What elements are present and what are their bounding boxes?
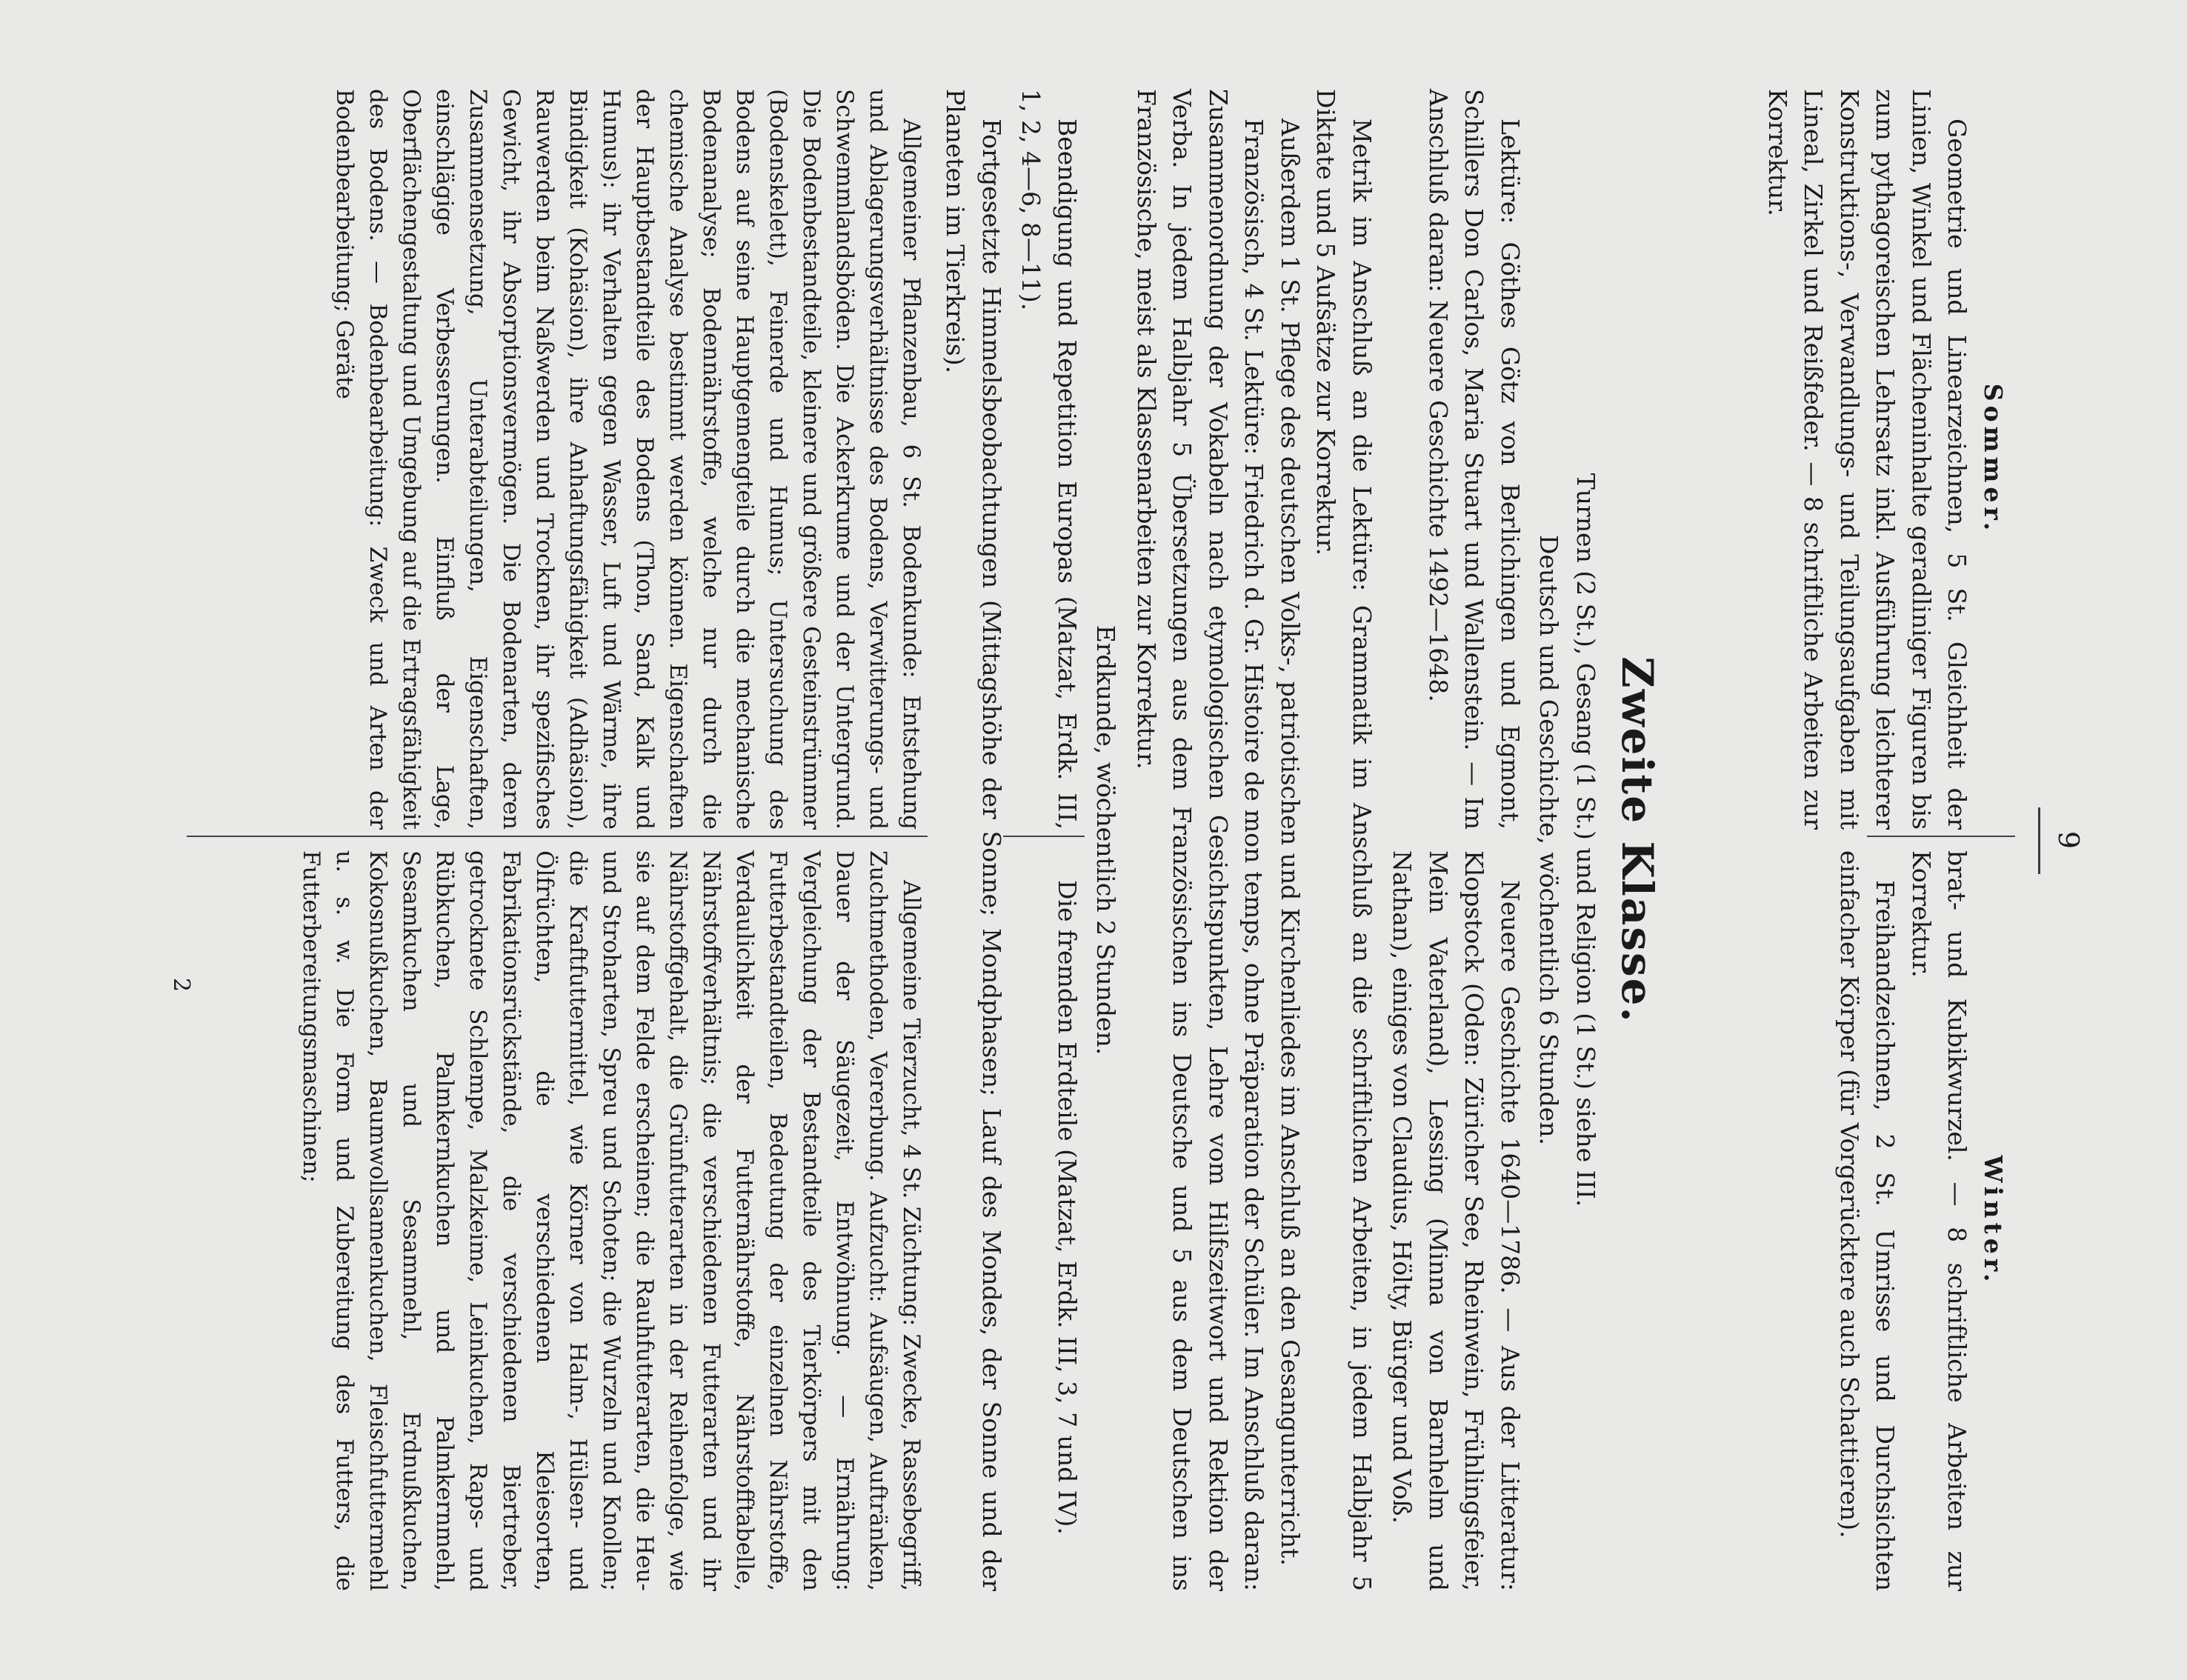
erdkunde-left-column	[1013, 89, 1085, 830]
himmel-block	[937, 89, 1009, 1591]
neuere-geschichte-paragraph: Neuere Geschichte 1640—1786. — Aus der Litteratur: Klopstock (Oden: Züricher See, Rheinwein, Frühlingsfeier, Mein Vaterland), Lessing (Minna von Barnhelm und Nathan), einiges von Claudius, Hölty, Bürger und Voß.	[1388, 850, 1525, 1591]
erdkunde-right-column	[1049, 850, 1085, 1591]
column-divider-erdkunde	[1003, 836, 1085, 837]
sommer-heading: Sommer.	[1979, 383, 2008, 536]
himmelsbeobachtungen-paragraph: Fortgesetzte Himmelsbeobachtungen (Mittagshöhe der Sonne; Mondphasen; Lauf des Mondes, der Sonne und der Planeten im Tierkreis).	[941, 89, 1006, 1591]
section-title: Zweite Klasse.	[1612, 656, 1662, 1024]
upper-left-column	[1760, 89, 2011, 830]
column-divider-upper	[1867, 836, 2015, 837]
pflanzenbau-paragraph: Allgemeiner Pflanzenbau, 6 St. Bodenkunde: Entstehung und Ablagerungsverhältnisse des Bodens, Verwitterungs- und Schwemmlandsböden. Die Ackerkrume und der Untergrund. Die Bodenbestandteile, kleinere und größere Gesteinstrümmer (Bodenskelett), Feinerde und Humus; Untersuchung des Bodens auf seine Hauptgemengteile durch die mechanische Bodenanalyse; Bodennährstoffe, welche nur durch die chemische Analyse bestimmt werden können. Eigenschaften der Hauptbestandteile des Bodens (Thon, Sand, Kalk und Humus): ihr Verhalten gegen Wasser, Luft und Wärme, ihre Bindigkeit (Kohäsion), ihre Anhaftungsfähigkeit (Adhäsion), Rauwerden beim Naßwerden und Trocknen, ihr spezifisches Gewicht, ihr Absorptionsvermögen. Die Bodenarten, deren Zusammensetzung, Unterabteilungen, Eigenschaften, einschlägige Verbesserungen. Einfluß der Lage, Oberflächengestaltung und Umgebung auf die Ertragsfähigkeit des Bodens. — Bodenbearbeitung: Zweck und Arten der Bodenbearbeitung; Geräte	[331, 89, 925, 830]
volkslied-paragraph: Außerdem 1 St. Pflege des deutschen Volks-, patriotischen und Kirchenliedes im Anschluß an den Gesangunterricht.	[1276, 119, 1305, 1566]
europa-paragraph: Beendigung und Repetition Europas (Matzat, Erdk. III, 1, 2, 4—6, 8—11).	[1016, 89, 1082, 830]
freihandzeichnen-paragraph: Freihandzeichnen, 2 St. Umrisse und Durchsichten einfacher Körper (für Vorgerücktere auch Schattieren).	[1835, 850, 1900, 1591]
header-rule	[2038, 807, 2040, 874]
winter-heading: Winter.	[1979, 1155, 2008, 1287]
tierzucht-column	[294, 850, 928, 1591]
tierzucht-paragraph: Allgemeine Tierzucht, 4 St. Züchtung: Zwecke, Rassebegriff, Zuchtmethoden, Vererbung. Aufzucht: Aufsäugen, Auftränken, Dauer der Säugezeit, Entwöhnung. — Ernährung: Vergleichung der Bestandteile des Tierkörpers mit den Futterbestandteilen, Bedeutung der einzelnen Nährstoffe, Verdaulichkeit der Futternährstoffe, Nährstofftabelle, Nährstoffverhältnis; die verschiedenen Futterarten und ihr Nährstoffgehalt, die Grünfutterarten in der Reihenfolge, wie sie auf dem Felde erscheinen; die Rauhfutterarten, die Heu- und Stroharten, Spreu und Schoten; die Wurzeln und Knollen; die Kraftfuttermittel, wie Körner von Halm-, Hülsen- und Ölfrüchten, die verschiedenen Kleiesorten, Fabrikationsrückstände, die verschiedenen Biertreber, getrocknete Schlempe, Malzkeime, Leinkuchen, Raps- und Rübkuchen, Palmkernkuchen und Palmkernmehl, Sesamkuchen und Sesammehl, Erdnußkuchen, Kokosnußkuchen, Baumwollsamenkuchen, Fleischfuttermehl u. s. w. Die Form und Zubereitung des Futters, die Futterbereitungsmaschinen;	[298, 850, 925, 1591]
section-subline-2: Deutsch und Geschichte, wöchentlich 6 Stunden.	[1534, 535, 1563, 1145]
metrik-paragraph: Metrik im Anschluß an die Lektüre: Grammatik im Anschluß an die schriftlichen Arbeiten, in jedem Halbjahr 5 Diktate und 5 Aufsätze zur Korrektur.	[1311, 89, 1377, 1591]
erdteile-paragraph: Die fremden Erdteile (Matzat, Erdk. III, 3, 7 und IV).	[1053, 880, 1082, 1535]
signature-mark: 2	[168, 978, 194, 993]
wurzel-paragraph: brat- und Kubikwurzel. — 8 schriftliche Arbeiten zur Korrektur.	[1907, 850, 1972, 1591]
franzoesisch-paragraph: Französisch, 4 St. Lektüre: Friedrich d. Gr. Histoire de mon temps, ohne Präparation der Schüler. Im Anschluß daran: Zusammenordnung der Vokabeln nach etymologischen Gesichtspunkten, Lehre vom Hilfszeitwort und Rektion der Verba. In jedem Halbjahr 5 Übersetzungen aus dem Französischen ins Deutsche und 5 aus dem Deutschen ins Französische, meist als Klassenarbeiten zur Korrektur.	[1132, 89, 1269, 1591]
geometrie-paragraph: Geometrie und Linearzeichnen, 5 St. Gleichheit der Linien, Winkel und Flächeninhalte geradliniger Figuren bis zum pythagoreischen Lehrsatz inkl. Ausführung leichterer Konstruktions-, Verwandlungs- und Teilungsaufgaben mit Lineal, Zirkel und Reißfeder. — 8 schriftliche Arbeiten zur Korrektur.	[1763, 89, 1972, 830]
page-number: 9	[2052, 830, 2085, 850]
pflanzenbau-column	[327, 89, 928, 830]
erdkunde-heading: Erdkunde, wöchentlich 2 Stunden.	[1091, 624, 1120, 1056]
lektuere-paragraph: Lektüre: Göthes Götz von Berlichingen und Egmont, Schillers Don Carlos, Maria Stuart und Wallenstein. — Im Anschluß daran: Neuere Geschichte 1492—1648.	[1424, 89, 1525, 830]
deutsch-full-width-block	[1128, 89, 1380, 1591]
deutsch-left-column	[1420, 89, 1528, 830]
deutsch-right-column	[1384, 850, 1528, 1591]
section-subline-1: Turnen (2 St.), Gesang (1 St.) und Religion (1 St.) siehe III.	[1571, 473, 1600, 1207]
column-divider-lower	[187, 836, 928, 837]
upper-right-column	[1831, 850, 2011, 1591]
